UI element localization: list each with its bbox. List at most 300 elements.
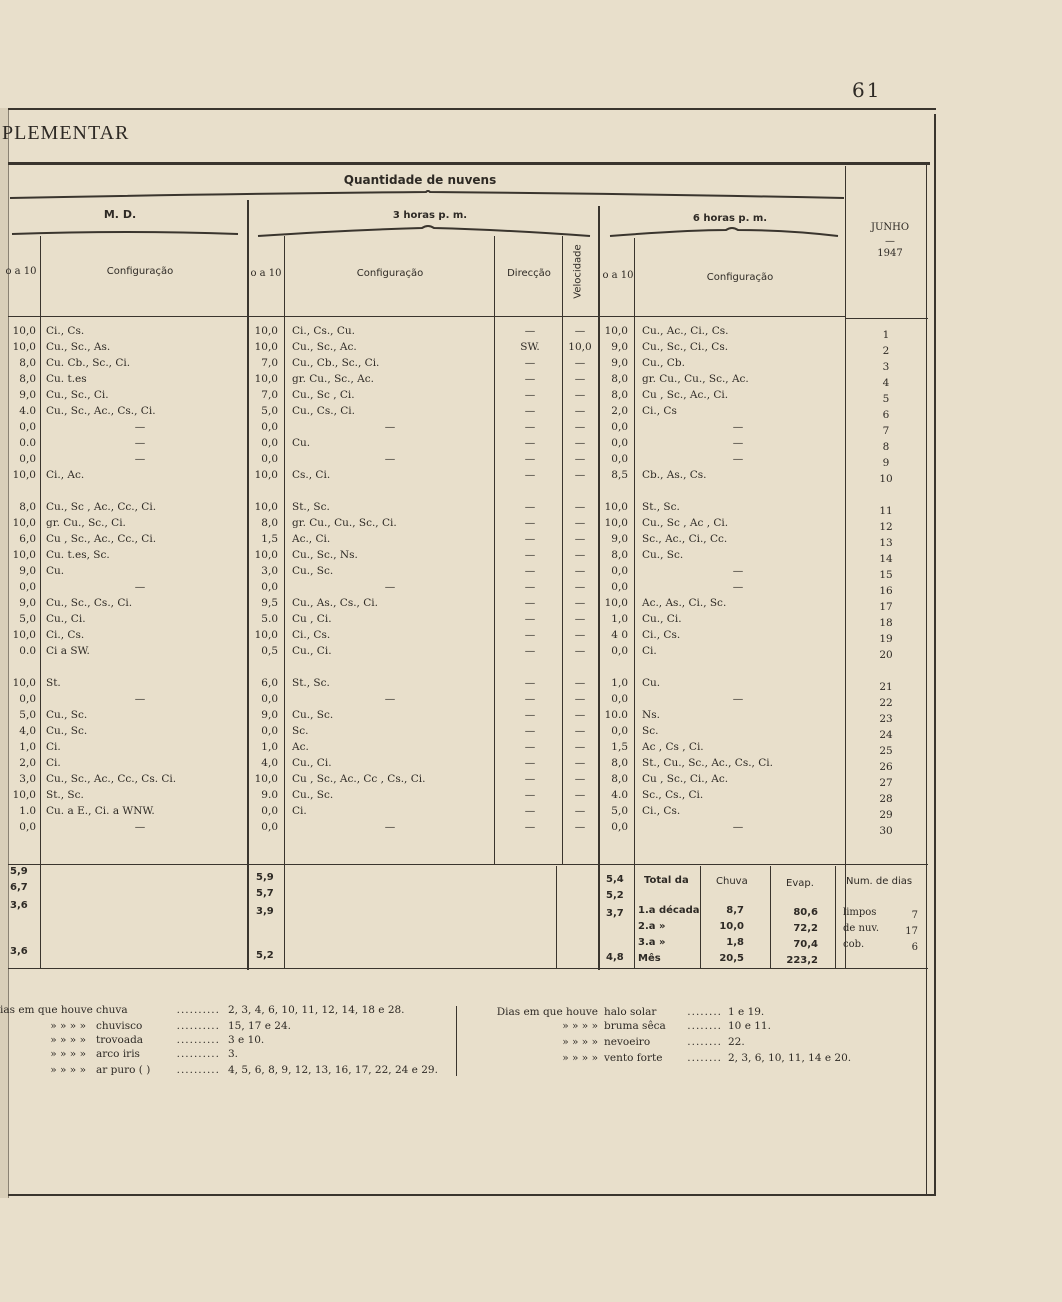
- h3-cloud-amount: 0,0: [261, 725, 278, 737]
- header-3h-config: Configuração: [356, 268, 424, 279]
- legend-prefix: Dias em que houve: [496, 1006, 598, 1018]
- md-cloud-amount: 8,0: [19, 501, 36, 513]
- legend-label: halo solar: [604, 1006, 657, 1018]
- leader-dots: ..........: [176, 1064, 220, 1076]
- col-rule-6h-n: [634, 238, 635, 968]
- wind-velocity: —: [574, 789, 586, 801]
- col-rule-sum-dir: [556, 866, 557, 968]
- md-config: Cu. t.es, Sc.: [46, 549, 110, 561]
- h3-config: —: [384, 693, 396, 705]
- header-bottom-rule-right: [846, 318, 928, 319]
- h6-cloud-amount: 4.0: [611, 789, 628, 801]
- h6-cloud-amount: 10.0: [604, 709, 628, 721]
- h3-config: Cs., Ci.: [292, 469, 331, 481]
- h6-cloud-amount: 8,0: [611, 773, 628, 785]
- h3-cloud-amount: 10,0: [254, 469, 278, 481]
- day-number: 18: [879, 617, 893, 629]
- h6-cloud-amount: 10,0: [604, 325, 628, 337]
- md-cloud-amount: 1,0: [19, 741, 36, 753]
- legend-prefix: » » » »: [50, 1034, 86, 1046]
- day-number: 17: [879, 601, 893, 613]
- day-number: 20: [879, 649, 893, 661]
- legend-dates: 22.: [728, 1036, 745, 1048]
- h6-cloud-amount: 10,0: [604, 597, 628, 609]
- wind-velocity: —: [574, 437, 586, 449]
- md-cloud-amount: 10,0: [12, 629, 36, 641]
- h6-cloud-amount: 0,0: [611, 693, 628, 705]
- wind-direction: —: [524, 805, 536, 817]
- leader-dots: ..........: [176, 1020, 220, 1032]
- md-config: —: [134, 581, 146, 593]
- day-number: 9: [882, 457, 890, 469]
- h3-config: Cu., Sc.: [292, 789, 334, 801]
- h6-mean: 5,2: [606, 890, 624, 901]
- legend-prefix: » » » »: [50, 1064, 86, 1076]
- wind-velocity: —: [574, 565, 586, 577]
- day-number: 14: [879, 553, 893, 565]
- md-config: St.: [46, 677, 61, 689]
- dias-value: 17: [905, 926, 918, 937]
- h3-config: Cu , Ci.: [292, 613, 332, 625]
- h6-config: gr. Cu., Cu., Sc., Ac.: [642, 373, 749, 385]
- h3-config: Cu., Sc.: [292, 709, 334, 721]
- day-number: 12: [879, 521, 893, 533]
- wind-velocity: —: [574, 757, 586, 769]
- h3-cloud-amount: 5,0: [261, 405, 278, 417]
- h6-config: St., Cu., Sc., Ac., Cs., Ci.: [642, 757, 773, 769]
- decada-evap: 70,4: [793, 939, 818, 950]
- header-6h-scale: o a 10: [602, 270, 634, 281]
- wind-direction: —: [524, 437, 536, 449]
- wind-velocity: —: [574, 357, 586, 369]
- h6-config: Cu., Sc , Ac , Ci.: [642, 517, 729, 529]
- top-rule: [8, 108, 936, 110]
- day-number: 7: [882, 425, 890, 437]
- h3-cloud-amount: 9.0: [261, 789, 278, 801]
- wind-direction: —: [524, 581, 536, 593]
- legend-prefix: » » » »: [562, 1020, 598, 1032]
- h6-cloud-amount: 0,0: [611, 821, 628, 833]
- md-cloud-amount: 10,0: [12, 517, 36, 529]
- md-config: Cu., Sc., Ac., Cc., Cs. Ci.: [46, 773, 177, 785]
- md-config: Cu., Sc., Cs., Ci.: [46, 597, 133, 609]
- md-config: Ci.: [46, 741, 61, 753]
- h3-cloud-amount: 0,5: [261, 645, 278, 657]
- h3-config: —: [384, 421, 396, 433]
- md-config: Cu., Sc.: [46, 709, 88, 721]
- legend-label: chuva: [96, 1004, 128, 1016]
- evap-label: Evap.: [786, 878, 814, 889]
- header-month: JUNHO: [870, 222, 910, 233]
- wind-velocity: —: [574, 373, 586, 385]
- wind-velocity: —: [574, 629, 586, 641]
- h3-mean: 5,9: [256, 872, 274, 883]
- md-cloud-amount: 3,0: [19, 773, 36, 785]
- h6-config: St., Sc.: [642, 501, 680, 513]
- h6-config: Cu , Sc., Ci., Ac.: [642, 773, 729, 785]
- h3-cloud-amount: 3,0: [261, 565, 278, 577]
- md-cloud-amount: 10,0: [12, 677, 36, 689]
- legend-label: chuvisco: [96, 1020, 143, 1032]
- wind-direction: —: [524, 597, 536, 609]
- md-config: Cu., Sc., Ci.: [46, 389, 109, 401]
- day-number: 8: [882, 441, 890, 453]
- day-number: 6: [882, 409, 890, 421]
- wind-direction: SW.: [520, 341, 540, 353]
- dias-label: de nuv.: [843, 923, 880, 934]
- h6-config: —: [732, 565, 744, 577]
- section-title: PLEMENTAR: [2, 122, 130, 144]
- leader-dots: ........: [687, 1006, 722, 1018]
- h3-mean: 5,2: [256, 950, 274, 961]
- h6-cloud-amount: 8,0: [611, 757, 628, 769]
- header-md-scale: o a 10: [5, 266, 37, 277]
- h6-config: Cu., Sc., Ci., Cs.: [642, 341, 729, 353]
- wind-velocity: —: [574, 693, 586, 705]
- h3-config: Cu , Sc., Ac., Cc , Cs., Ci.: [292, 773, 426, 785]
- h6-config: Ac., As., Ci., Sc.: [642, 597, 727, 609]
- day-number: 25: [879, 745, 893, 757]
- h6-config: —: [732, 693, 744, 705]
- h3-config: Ci., Cs., Cu.: [292, 325, 355, 337]
- h3-config: —: [384, 453, 396, 465]
- md-config: Cu. Cb., Sc., Ci.: [46, 357, 131, 369]
- wind-direction: —: [524, 405, 536, 417]
- header-velocidade: Velocidade: [572, 244, 584, 299]
- day-number: 11: [879, 505, 893, 517]
- wind-velocity: —: [574, 805, 586, 817]
- md-config: —: [134, 821, 146, 833]
- decada-label: 2.a »: [638, 921, 666, 932]
- h3-config: Cu., Sc , Ci.: [292, 389, 355, 401]
- header-3h-scale: o a 10: [250, 268, 282, 279]
- h3-config: Cu., Sc.: [292, 565, 334, 577]
- h6-config: Cu., Ci.: [642, 613, 682, 625]
- md-config: Cu. a E., Ci. a WNW.: [46, 805, 155, 817]
- h6-cloud-amount: 2,0: [611, 405, 628, 417]
- num-dias-label: Num. de dias: [846, 876, 913, 887]
- h3-cloud-amount: 4,0: [261, 757, 278, 769]
- h3-config: Cu., Sc., Ac.: [292, 341, 357, 353]
- day-number: 16: [879, 585, 893, 597]
- legend-divider: [456, 1006, 457, 1076]
- leader-dots: ........: [687, 1020, 722, 1032]
- h6-config: Ac , Cs , Ci.: [642, 741, 704, 753]
- h3-config: Cu., Cb., Sc., Ci.: [292, 357, 380, 369]
- h6-cloud-amount: 0,0: [611, 437, 628, 449]
- md-mean: 5,9: [10, 866, 28, 877]
- h3-cloud-amount: 10,0: [254, 773, 278, 785]
- wind-direction: —: [524, 645, 536, 657]
- h3-config: Cu., Cs., Ci.: [292, 405, 355, 417]
- page-number: 61: [852, 78, 882, 102]
- h3-config: Cu., Ci.: [292, 645, 332, 657]
- h3-cloud-amount: 10,0: [254, 325, 278, 337]
- md-cloud-amount: 9,0: [19, 597, 36, 609]
- h3-cloud-amount: 0,0: [261, 437, 278, 449]
- md-cloud-amount: 8,0: [19, 373, 36, 385]
- md-cloud-amount: 10,0: [12, 549, 36, 561]
- md-config: gr. Cu., Sc., Ci.: [46, 517, 126, 529]
- header-quantidade: Quantidade de nuvens: [343, 173, 497, 187]
- wind-direction: —: [524, 725, 536, 737]
- h3-cloud-amount: 7,0: [261, 357, 278, 369]
- wind-velocity: —: [574, 773, 586, 785]
- leader-dots: ..........: [176, 1004, 220, 1016]
- wind-velocity: —: [574, 517, 586, 529]
- md-cloud-amount: 4.0: [19, 405, 36, 417]
- title-rule: [8, 162, 930, 165]
- wind-direction: —: [524, 501, 536, 513]
- md-cloud-amount: 4,0: [19, 725, 36, 737]
- h6-cloud-amount: 8,0: [611, 549, 628, 561]
- h6-cloud-amount: 0,0: [611, 725, 628, 737]
- h3-config: Sc.: [292, 725, 309, 737]
- h6-cloud-amount: 8,5: [611, 469, 628, 481]
- md-config: —: [134, 453, 146, 465]
- decada-label: 1.a década: [638, 905, 700, 916]
- total-label: Total da: [644, 875, 689, 886]
- col-rule-chuva: [770, 866, 771, 968]
- wind-velocity: —: [574, 453, 586, 465]
- h6-mean: 5,4: [606, 874, 624, 885]
- legend-label: ar puro ( ): [96, 1064, 151, 1076]
- header-6h-config: Configuração: [706, 272, 774, 283]
- chuva-label: Chuva: [716, 876, 748, 887]
- day-number: 28: [879, 793, 893, 805]
- decada-label: Mês: [638, 953, 661, 964]
- md-config: Ci a SW.: [46, 645, 90, 657]
- h6-config: Cu , Sc., Ac., Ci.: [642, 389, 729, 401]
- header-year: 1947: [877, 248, 903, 259]
- wind-velocity: —: [574, 581, 586, 593]
- h3-config: St., Sc.: [292, 677, 330, 689]
- h6-config: Ci., Cs.: [642, 629, 681, 641]
- legend-prefix: » » » »: [50, 1048, 86, 1060]
- md-cloud-amount: 10,0: [12, 789, 36, 801]
- wind-direction: —: [524, 629, 536, 641]
- h3-cloud-amount: 9,0: [261, 709, 278, 721]
- decada-label: 3.a »: [638, 937, 666, 948]
- h6-config: Sc.: [642, 725, 659, 737]
- h6-config: Sc., Cs., Ci.: [642, 789, 704, 801]
- h3-config: Ci., Cs.: [292, 629, 331, 641]
- summary-top-rule: [8, 864, 928, 865]
- legend-label: trovoada: [96, 1034, 144, 1046]
- md-config: Cu., Sc., As.: [46, 341, 111, 353]
- legend-label: arco iris: [96, 1048, 140, 1060]
- day-number: 27: [879, 777, 893, 789]
- day-number: 2: [882, 345, 890, 357]
- col-rule-3h-n: [284, 236, 285, 968]
- h6-config: Ci., Cs: [642, 405, 677, 417]
- h3-mean: 5,7: [256, 888, 274, 899]
- legend-dates: 2, 3, 6, 10, 11, 14 e 20.: [728, 1052, 852, 1064]
- h6-config: Cu.: [642, 677, 661, 689]
- day-number: 10: [879, 473, 893, 485]
- h6-cloud-amount: 0,0: [611, 565, 628, 577]
- wind-direction: —: [524, 421, 536, 433]
- md-cloud-amount: 8,0: [19, 357, 36, 369]
- h6-mean: 3,7: [606, 908, 624, 919]
- h3-cloud-amount: 0,0: [261, 421, 278, 433]
- h6-cloud-amount: 4 0: [611, 629, 628, 641]
- h3-cloud-amount: 10,0: [254, 341, 278, 353]
- md-config: Ci., Cs.: [46, 629, 85, 641]
- wind-direction: —: [524, 613, 536, 625]
- h6-cloud-amount: 0,0: [611, 581, 628, 593]
- leader-dots: ..........: [176, 1048, 220, 1060]
- h3-config: Cu., Ci.: [292, 757, 332, 769]
- h6-config: Cu., Sc.: [642, 549, 684, 561]
- wind-velocity: —: [574, 677, 586, 689]
- legend-dates: 1 e 19.: [728, 1006, 765, 1018]
- wind-velocity: —: [574, 325, 586, 337]
- h3-config: Ac.: [292, 741, 309, 753]
- md-config: Cu., Sc., Ac., Cs., Ci.: [46, 405, 156, 417]
- col-rule-md-n: [40, 236, 41, 968]
- h3-cloud-amount: 0,0: [261, 693, 278, 705]
- wind-velocity: —: [574, 613, 586, 625]
- wind-direction: —: [524, 757, 536, 769]
- dias-label: cob.: [843, 939, 865, 950]
- wind-direction: —: [524, 677, 536, 689]
- wind-velocity: —: [574, 533, 586, 545]
- wind-direction: —: [524, 773, 536, 785]
- md-cloud-amount: 0,0: [19, 421, 36, 433]
- h6-cloud-amount: 9,0: [611, 533, 628, 545]
- dias-value: 6: [911, 942, 918, 953]
- h3-cloud-amount: 0,0: [261, 805, 278, 817]
- h6-cloud-amount: 0,0: [611, 421, 628, 433]
- wind-direction: —: [524, 821, 536, 833]
- summary-bottom-rule: [8, 968, 928, 969]
- h3-cloud-amount: 10,0: [254, 501, 278, 513]
- day-number: 15: [879, 569, 893, 581]
- wind-velocity: 10,0: [568, 341, 592, 353]
- md-cloud-amount: 10,0: [12, 341, 36, 353]
- decada-evap: 223,2: [786, 955, 818, 966]
- h3-config: gr. Cu., Cu., Sc., Ci.: [292, 517, 397, 529]
- md-cloud-amount: 0,0: [19, 581, 36, 593]
- h3-cloud-amount: 0,0: [261, 821, 278, 833]
- h3-config: St., Sc.: [292, 501, 330, 513]
- wind-velocity: —: [574, 709, 586, 721]
- h6-config: —: [732, 581, 744, 593]
- h3-mean: 3,9: [256, 906, 274, 917]
- h3-cloud-amount: 8,0: [261, 517, 278, 529]
- legend-label: vento forte: [604, 1052, 663, 1064]
- h6-cloud-amount: 0,0: [611, 645, 628, 657]
- col-rule-3h-config: [494, 236, 495, 864]
- legend-dates: 2, 3, 4, 6, 10, 11, 12, 14, 18 e 28.: [228, 1004, 405, 1016]
- wind-direction: —: [524, 357, 536, 369]
- md-config: Cu., Sc.: [46, 725, 88, 737]
- wind-direction: —: [524, 789, 536, 801]
- md-mean: 3,6: [10, 900, 28, 911]
- wind-direction: —: [524, 533, 536, 545]
- bottom-rule: [8, 1194, 936, 1196]
- wind-velocity: —: [574, 405, 586, 417]
- h6-config: —: [732, 421, 744, 433]
- md-config: Cu.: [46, 565, 65, 577]
- day-number: 24: [879, 729, 893, 741]
- h6-cloud-amount: 8,0: [611, 373, 628, 385]
- legend-prefix: ias em que houve: [0, 1004, 93, 1016]
- md-cloud-amount: 0.0: [19, 437, 36, 449]
- h6-config: —: [732, 821, 744, 833]
- wind-direction: —: [524, 325, 536, 337]
- md-cloud-amount: 0.0: [19, 645, 36, 657]
- h3-cloud-amount: 1,0: [261, 741, 278, 753]
- wind-direction: —: [524, 517, 536, 529]
- day-number: 29: [879, 809, 893, 821]
- h3-config: Cu.: [292, 437, 311, 449]
- leader-dots: ..........: [176, 1034, 220, 1046]
- header-braces: [8, 190, 848, 240]
- legend-label: nevoeiro: [604, 1036, 651, 1048]
- h3-cloud-amount: 0,0: [261, 581, 278, 593]
- dias-value: 7: [911, 910, 918, 921]
- col-rule-6h: [845, 166, 846, 968]
- wind-direction: —: [524, 453, 536, 465]
- legend-prefix: » » » »: [562, 1052, 598, 1064]
- h6-cloud-amount: 9,0: [611, 357, 628, 369]
- h3-cloud-amount: 5.0: [261, 613, 278, 625]
- header-direccao: Direcção: [507, 268, 551, 279]
- wind-velocity: —: [574, 421, 586, 433]
- wind-direction: —: [524, 469, 536, 481]
- h6-cloud-amount: 1,0: [611, 613, 628, 625]
- md-config: Cu. t.es: [46, 373, 87, 385]
- wind-velocity: —: [574, 741, 586, 753]
- legend-dates: 4, 5, 6, 8, 9, 12, 13, 16, 17, 22, 24 e 29.: [228, 1064, 438, 1076]
- h3-cloud-amount: 1,5: [261, 533, 278, 545]
- h6-config: Sc., Ac., Ci., Cc.: [642, 533, 728, 545]
- wind-direction: —: [524, 565, 536, 577]
- md-config: Cu., Ci.: [46, 613, 86, 625]
- h6-config: Cb., As., Cs.: [642, 469, 707, 481]
- wind-direction: —: [524, 693, 536, 705]
- day-number: 30: [879, 825, 893, 837]
- day-number: 19: [879, 633, 893, 645]
- h6-cloud-amount: 1,0: [611, 677, 628, 689]
- legend-prefix: » » » »: [50, 1020, 86, 1032]
- month-dash: —: [885, 236, 895, 247]
- md-cloud-amount: 9,0: [19, 565, 36, 577]
- md-config: St., Sc.: [46, 789, 84, 801]
- h3-config: —: [384, 581, 396, 593]
- md-mean: 6,7: [10, 882, 28, 893]
- md-mean: 3,6: [10, 946, 28, 957]
- h6-config: Ci., Cs.: [642, 805, 681, 817]
- h6-cloud-amount: 9,0: [611, 341, 628, 353]
- h6-cloud-amount: 8,0: [611, 389, 628, 401]
- wind-velocity: —: [574, 501, 586, 513]
- md-config: Ci.: [46, 757, 61, 769]
- h3-config: Cu., Sc., Ns.: [292, 549, 358, 561]
- day-number: 1: [882, 329, 890, 341]
- day-number: 23: [879, 713, 893, 725]
- legend-dates: 15, 17 e 24.: [228, 1020, 291, 1032]
- header-bottom-rule: [8, 316, 846, 317]
- wind-direction: —: [524, 709, 536, 721]
- h3-cloud-amount: 10,0: [254, 629, 278, 641]
- legend-prefix: » » » »: [562, 1036, 598, 1048]
- wind-velocity: —: [574, 469, 586, 481]
- h6-cloud-amount: 10,0: [604, 501, 628, 513]
- right-border: [934, 114, 936, 1196]
